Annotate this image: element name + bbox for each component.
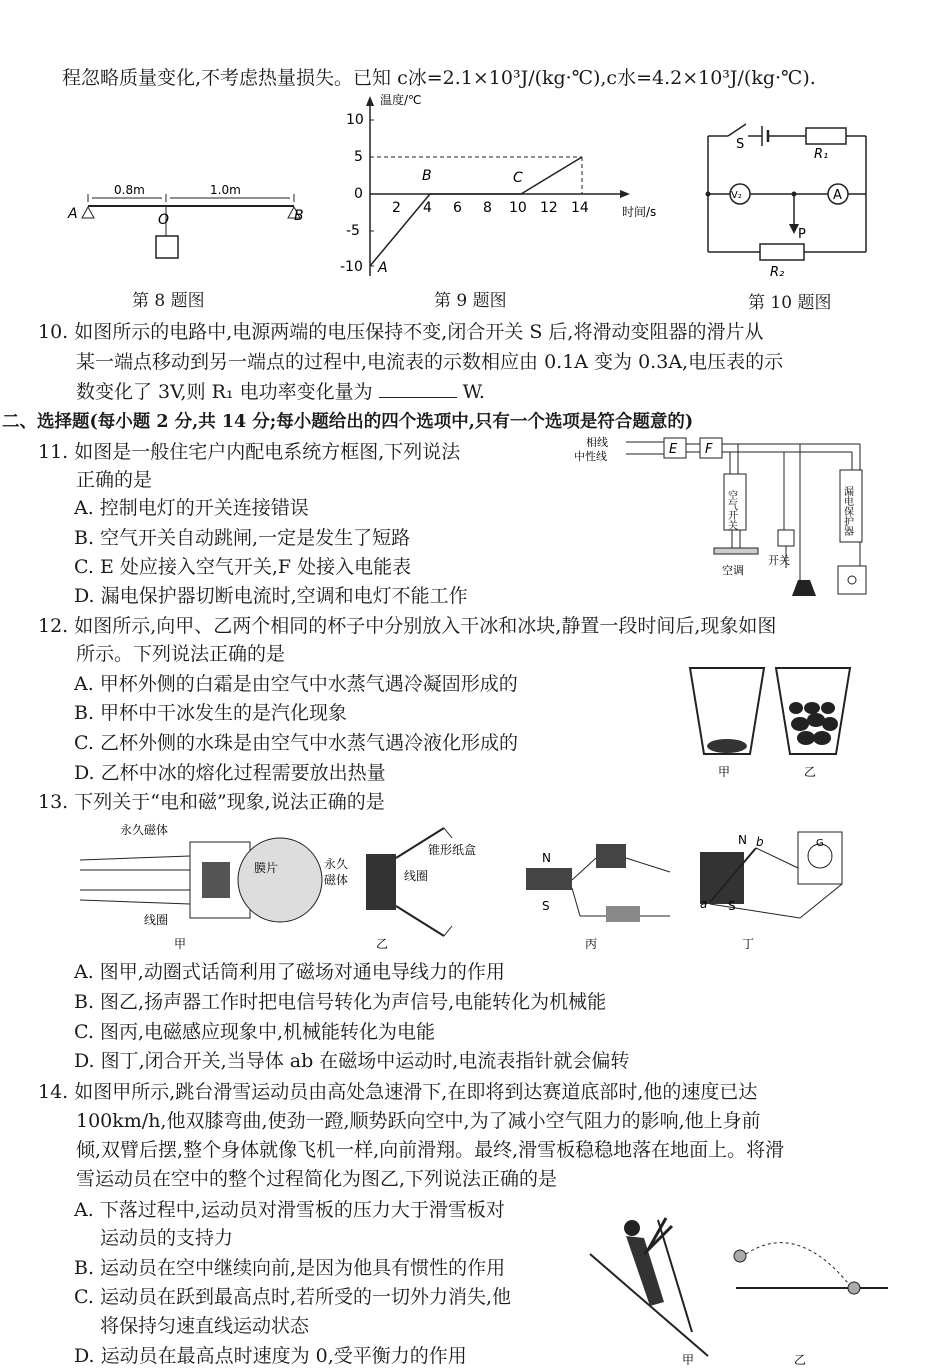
q14-line3: 倾,双臂后摆,整个身体就像飞机一样,向前滑翔。最终,滑雪板稳稳地落在地面上。将滑 <box>76 1139 785 1161</box>
figure-8-lever <box>62 170 322 270</box>
q11-wiring-diagram <box>574 430 874 605</box>
q14-skier-figure <box>590 1218 708 1367</box>
figure-9-graph <box>340 90 680 286</box>
q10-answer-blank[interactable] <box>379 379 457 398</box>
fig10-r1: R₁ <box>814 147 829 162</box>
q13-label-ding: 丁 <box>742 937 755 951</box>
q13-option-c: C. 图丙,电磁感应现象中,机械能转化为电能 <box>74 1021 436 1043</box>
q14-option-a-line1: A. 下落过程中,运动员对滑雪板的压力大于滑雪板对 <box>74 1199 505 1221</box>
q12-option-b: B. 甲杯中干冰发生的是汽化现象 <box>74 702 348 724</box>
ytick-10: 10 <box>346 112 364 128</box>
q12-stem1: 12. 如图所示,向甲、乙两个相同的杯子中分别放入干冰和冰块,静置一段时间后,现象如图 <box>38 615 777 637</box>
q13-magnet2-line2: 磁体 <box>324 873 349 887</box>
q12-cup-jia: 甲 <box>718 765 731 779</box>
q13-coil2-label: 线圈 <box>404 869 429 883</box>
q14-label-jia: 甲 <box>682 1353 695 1367</box>
q14-line4: 雪运动员在空中的整个过程简化为图乙,下列说法正确的是 <box>76 1168 558 1190</box>
q14-option-d: D. 运动员在最高点时速度为 0,受平衡力的作用 <box>74 1345 467 1367</box>
q11-air-switch: 空气开关 <box>725 490 737 530</box>
q13-fig-ding <box>700 832 842 951</box>
q13-label-bing: 丙 <box>585 937 598 951</box>
q13-ding-n: N <box>738 833 747 847</box>
q13-label-yi: 乙 <box>376 937 389 951</box>
fig9-point-a: A <box>378 260 388 276</box>
fig9-caption: 第 9 题图 <box>434 291 507 311</box>
ytick-neg5: -5 <box>346 223 360 239</box>
fig8-label-b: B <box>294 208 304 224</box>
fig10-ammeter: A <box>833 188 842 203</box>
fig10-r2: R₂ <box>770 265 785 280</box>
q11-box-f: F <box>705 442 713 457</box>
q14-line1: 14. 如图甲所示,跳台滑雪运动员由高处急速滑下,在即将到达赛道底部时,他的速度已达 <box>38 1081 758 1103</box>
q10-line3a: 数变化了 3V,则 R₁ 电功率变化量为 <box>76 381 373 403</box>
q14-line2: 100km/h,他双膝弯曲,使劲一蹬,顺势跃向空中,为了减小空气阻力的影响,他上身前 <box>76 1110 761 1132</box>
q12-option-a: A. 甲杯外侧的白霜是由空气中水蒸气遇冷凝固形成的 <box>74 673 518 695</box>
fig8-label-o: O <box>158 212 170 228</box>
q10-line2: 某一端点移动到另一端点的过程中,电流表的示数相应由 0.1A 变为 0.3A,电压表的示 <box>76 351 784 373</box>
q11-neutral-wire: 中性线 <box>574 450 607 463</box>
q11-switch-label: 开关 <box>768 554 790 567</box>
q11-fire-wire: 相线 <box>586 436 608 449</box>
q14-option-c-line2: 将保持匀速直线运动状态 <box>100 1315 310 1337</box>
xtick-12: 12 <box>540 200 558 216</box>
q14-option-b: B. 运动员在空中继续向前,是因为他具有惯性的作用 <box>74 1257 506 1279</box>
xtick-14: 14 <box>571 200 589 216</box>
fig10-caption: 第 10 题图 <box>748 293 832 313</box>
xtick-2: 2 <box>392 200 401 216</box>
fig9-xlabel: 时间/s <box>622 205 657 219</box>
fig9-point-b: B <box>422 168 432 184</box>
q11-ac-label: 空调 <box>722 564 744 577</box>
q13-ding-b: b <box>756 835 764 849</box>
fig9-xticks <box>392 200 589 216</box>
q14-figures <box>588 1210 898 1369</box>
q11-option-c: C. E 处应接入空气开关,F 处接入电能表 <box>74 556 412 578</box>
fig8-len-left: 0.8m <box>114 183 145 197</box>
fig10-s: S <box>736 137 745 152</box>
xtick-8: 8 <box>483 200 492 216</box>
q13-coil-label: 线圈 <box>144 913 169 927</box>
section-2-heading: 二、选择题(每小题 2 分,共 14 分;每小题给出的四个选项中,只有一个选项是符合题意的) <box>2 412 694 432</box>
q13-ding-s: S <box>728 899 736 913</box>
q10-line3 <box>76 378 485 406</box>
q10-line3b: W. <box>462 381 485 403</box>
ytick-0: 0 <box>354 186 363 202</box>
fig8-label-a: A <box>68 206 78 222</box>
xtick-10: 10 <box>509 200 527 216</box>
q13-option-d: D. 图丁,闭合开关,当导体 ab 在磁场中运动时,电流表指针就会偏转 <box>74 1050 630 1072</box>
q13-fig-bing <box>526 844 670 951</box>
q12-stem2: 所示。下列说法正确的是 <box>76 643 286 665</box>
q13-bing-s: S <box>542 899 550 913</box>
q14-option-c-line1: C. 运动员在跃到最高点时,若所受的一切外力消失,他 <box>74 1286 512 1308</box>
fig9-ylabel: 温度/℃ <box>380 93 422 107</box>
q11-stem1: 11. 如图是一般住宅户内配电系统方框图,下列说法 <box>38 441 461 463</box>
fig8-caption: 第 8 题图 <box>132 291 205 311</box>
top-line: 程忽略质量变化,不考虑热量损失。已知 c冰=2.1×10³J/(kg·℃),c水=4.2×10³J/(kg·℃). <box>62 67 816 89</box>
q13-fig-yi <box>324 828 476 951</box>
q13-label-jia: 甲 <box>174 937 187 951</box>
figure-10-circuit <box>700 116 870 286</box>
q13-membrane-label: 膜片 <box>254 861 279 875</box>
fig9-yticks <box>340 112 374 275</box>
q11-option-a: A. 控制电灯的开关连接错误 <box>74 497 309 519</box>
ytick-neg10: -10 <box>340 259 363 275</box>
q13-option-a: A. 图甲,动圈式话筒利用了磁场对通电导线力的作用 <box>74 961 505 983</box>
q13-option-b: B. 图乙,扬声器工作时把电信号转化为声信号,电能转化为机械能 <box>74 991 607 1013</box>
q13-stem: 13. 下列关于“电和磁”现象,说法正确的是 <box>38 791 385 813</box>
q11-option-b: B. 空气开关自动跳闸,一定是发生了短路 <box>74 527 411 549</box>
q11-stem2: 正确的是 <box>76 469 153 491</box>
q14-option-a-line2: 运动员的支持力 <box>100 1227 234 1249</box>
fig10-voltmeter: V₂ <box>731 190 742 201</box>
q13-cone-label: 锥形纸盒 <box>428 843 477 857</box>
q13-bing-n: N <box>542 851 551 865</box>
q11-leak-protector: 漏电保护器 <box>841 486 853 536</box>
q12-cups-figure <box>680 664 880 782</box>
q13-ding-a: a <box>700 897 708 911</box>
q10-line1: 10. 如图所示的电路中,电源两端的电压保持不变,闭合开关 S 后,将滑动变阻器的滑片从 <box>38 321 764 343</box>
q13-ding-g: G <box>816 838 824 849</box>
q11-box-e: E <box>669 442 678 457</box>
q12-cup-yi: 乙 <box>804 765 817 779</box>
xtick-6: 6 <box>453 200 462 216</box>
q14-trajectory-figure <box>734 1243 888 1367</box>
ytick-5: 5 <box>354 149 363 165</box>
q13-magnet-label: 永久磁体 <box>120 823 169 837</box>
q11-option-d: D. 漏电保护器切断电流时,空调和电灯不能工作 <box>74 585 468 607</box>
q13-figures <box>80 818 890 958</box>
q12-option-c: C. 乙杯外侧的水珠是由空气中水蒸气遇冷液化形成的 <box>74 732 518 754</box>
q13-magnet2-line1: 永久 <box>324 857 349 871</box>
q12-option-d: D. 乙杯中冰的熔化过程需要放出热量 <box>74 762 386 784</box>
xtick-4: 4 <box>423 200 432 216</box>
q14-label-yi: 乙 <box>794 1353 807 1367</box>
q13-fig-jia <box>80 822 322 951</box>
fig9-point-c: C <box>513 170 523 186</box>
fig8-len-right: 1.0m <box>210 183 241 197</box>
fig10-p: P <box>798 227 806 242</box>
